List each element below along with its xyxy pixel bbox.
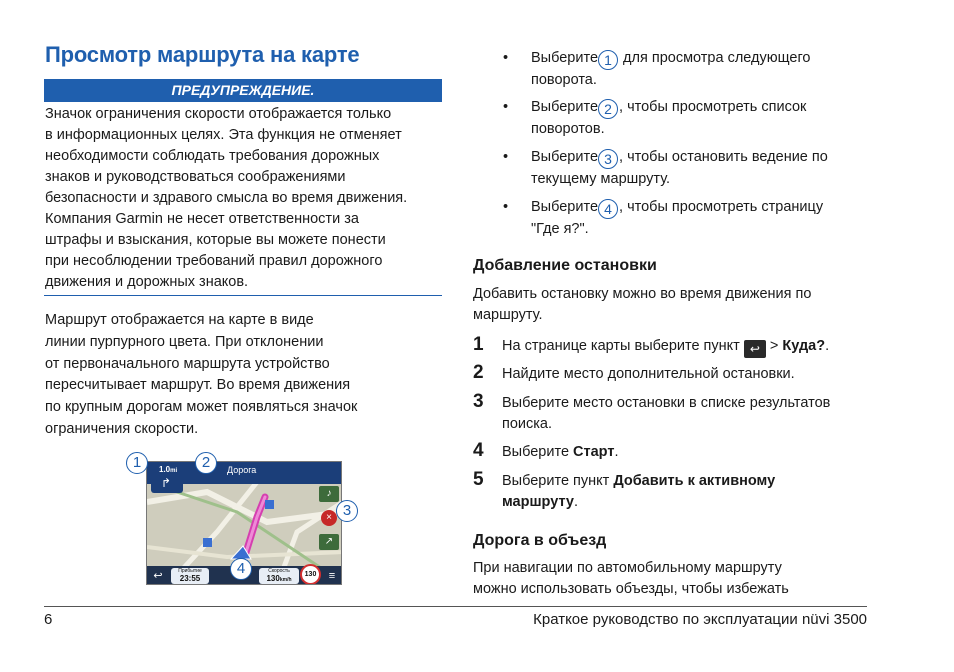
page-number: 6 <box>44 611 53 628</box>
speed-label: Скорость <box>268 568 290 574</box>
paragraph-line: ограничения скорости. <box>45 420 199 437</box>
bullet-text: , чтобы просмотреть страницу <box>619 199 824 215</box>
step-text: Выберите <box>502 444 574 460</box>
intro-line: маршруту. <box>473 307 543 323</box>
step-text: Выберите пункт <box>502 473 614 489</box>
warning-line: Значок ограничения скорости отображается только <box>45 106 392 122</box>
detour-heading: Дорога в объезд <box>473 532 607 549</box>
paragraph-line: пересчитывает маршрут. Во время движения <box>45 377 351 394</box>
turn-arrow-icon: ↱ <box>161 476 172 490</box>
bullet-text: текущему маршруту. <box>531 171 671 187</box>
add-stop-intro <box>473 284 873 326</box>
number-circle: 3 <box>598 149 618 169</box>
detour-text <box>473 558 873 600</box>
step-number: 4 <box>473 440 484 461</box>
volume-icon[interactable]: ♪ <box>319 486 339 502</box>
step-text: . <box>825 338 830 354</box>
step-text: поиска. <box>502 416 553 432</box>
arrival-pill[interactable] <box>171 568 209 584</box>
distance-value: 1.0 <box>159 465 171 474</box>
bullet-text: Выберите <box>531 99 599 115</box>
bullet: • <box>503 99 509 115</box>
warning-label: ПРЕДУПРЕЖДЕНИЕ. <box>44 79 442 102</box>
warning-divider <box>44 295 442 296</box>
arrival-label: Прибытие <box>178 568 202 574</box>
footer-divider <box>44 606 867 607</box>
number-circle: 1 <box>598 50 618 70</box>
number-circle: 2 <box>598 99 618 119</box>
speed-limit-sign: 130 <box>300 564 321 585</box>
step-text: Выберите место остановки в списке результатов <box>502 395 831 411</box>
paragraph-line: от первоначального маршрута устройство <box>45 355 330 372</box>
detour-line: можно использовать объезды, чтобы избежать <box>473 581 789 597</box>
document-title: Краткое руководство по эксплуатации nüvi 3500 <box>533 611 867 628</box>
bullet-text: поворота. <box>531 72 597 88</box>
menu-icon[interactable]: ≡ <box>328 570 336 582</box>
speed-pill[interactable] <box>259 568 299 584</box>
warning-line: в информационных целях. Эта функция не отменяет <box>45 127 402 143</box>
step-number: 3 <box>473 391 484 412</box>
arrival-time: 23:55 <box>179 574 201 583</box>
paragraph-line: по крупным дорогам может появляться значок <box>45 399 358 416</box>
bullet-text: , чтобы просмотреть список <box>619 99 807 115</box>
callout-3: 3 <box>336 500 358 522</box>
step-text: Найдите место дополнительной остановки. <box>502 366 795 382</box>
bullet: • <box>503 199 509 215</box>
step-bold: Добавить к активному <box>613 473 776 489</box>
intro-line: Добавить остановку можно во время движения по <box>473 286 812 302</box>
warning-line: безопасности и здравого смысла во время движения. <box>45 190 408 206</box>
detour-line: При навигации по автомобильному маршруту <box>473 560 782 576</box>
bullet-text: Выберите <box>531 199 599 215</box>
number-circle: 4 <box>598 199 618 219</box>
warning-line: штрафы и взыскания, которые вы можете понести <box>45 232 386 248</box>
callout-2: 2 <box>195 452 217 474</box>
paragraph-line: линии пурпурного цвета. При отклонении <box>45 333 324 350</box>
step-bold: Куда? <box>782 338 826 354</box>
warning-text <box>45 104 440 293</box>
step-bold: Старт <box>573 444 615 460</box>
route-paragraph <box>45 310 440 441</box>
bullet-text: для просмотра следующего <box>619 50 811 66</box>
callout-4: 4 <box>230 558 252 580</box>
distance-unit: mi <box>170 468 178 474</box>
bullet: • <box>503 149 509 165</box>
step-text: . <box>573 494 579 510</box>
speed-unit: km/h <box>279 577 292 583</box>
bullet: • <box>503 50 509 66</box>
step-number: 1 <box>473 334 484 355</box>
stop-route-icon[interactable]: × <box>321 510 337 526</box>
bullet-text: Выберите <box>531 50 599 66</box>
road-name[interactable]: Дорога <box>227 465 257 475</box>
step-number: 5 <box>473 469 484 490</box>
back-button-icon: ↩ <box>744 340 766 358</box>
paragraph-line: Маршрут отображается на карте в виде <box>45 312 314 328</box>
warning-line: движения и дорожных знаков. <box>45 274 249 290</box>
warning-line: при несоблюдении требований правил дорожного <box>45 253 383 269</box>
warning-line: Компания Garmin не несет ответственности за <box>45 211 359 227</box>
add-stop-heading: Добавление остановки <box>473 257 657 274</box>
bullet-text: , чтобы остановить ведение по <box>619 149 828 165</box>
bullet-text: поворотов. <box>531 121 605 137</box>
step-bold: маршруту <box>502 494 574 510</box>
speed-value: 130 <box>266 574 280 583</box>
step-text: На странице карты выберите пункт <box>502 338 740 354</box>
back-icon[interactable]: ↩ <box>153 570 163 582</box>
bullet-text: "Где я?". <box>531 221 589 237</box>
warning-line: знаков и руководствоваться соображениями <box>45 169 346 185</box>
step-separator: > <box>765 338 783 354</box>
detour-icon[interactable]: ↗ <box>319 534 339 550</box>
next-turn-box[interactable] <box>151 463 183 493</box>
step-number: 2 <box>473 362 484 383</box>
step-text: . <box>614 444 619 460</box>
callout-1: 1 <box>126 452 148 474</box>
section-title: Просмотр маршрута на карте <box>45 42 360 67</box>
bullet-text: Выберите <box>531 149 599 165</box>
warning-line: необходимости соблюдать требования дорожных <box>45 148 380 164</box>
